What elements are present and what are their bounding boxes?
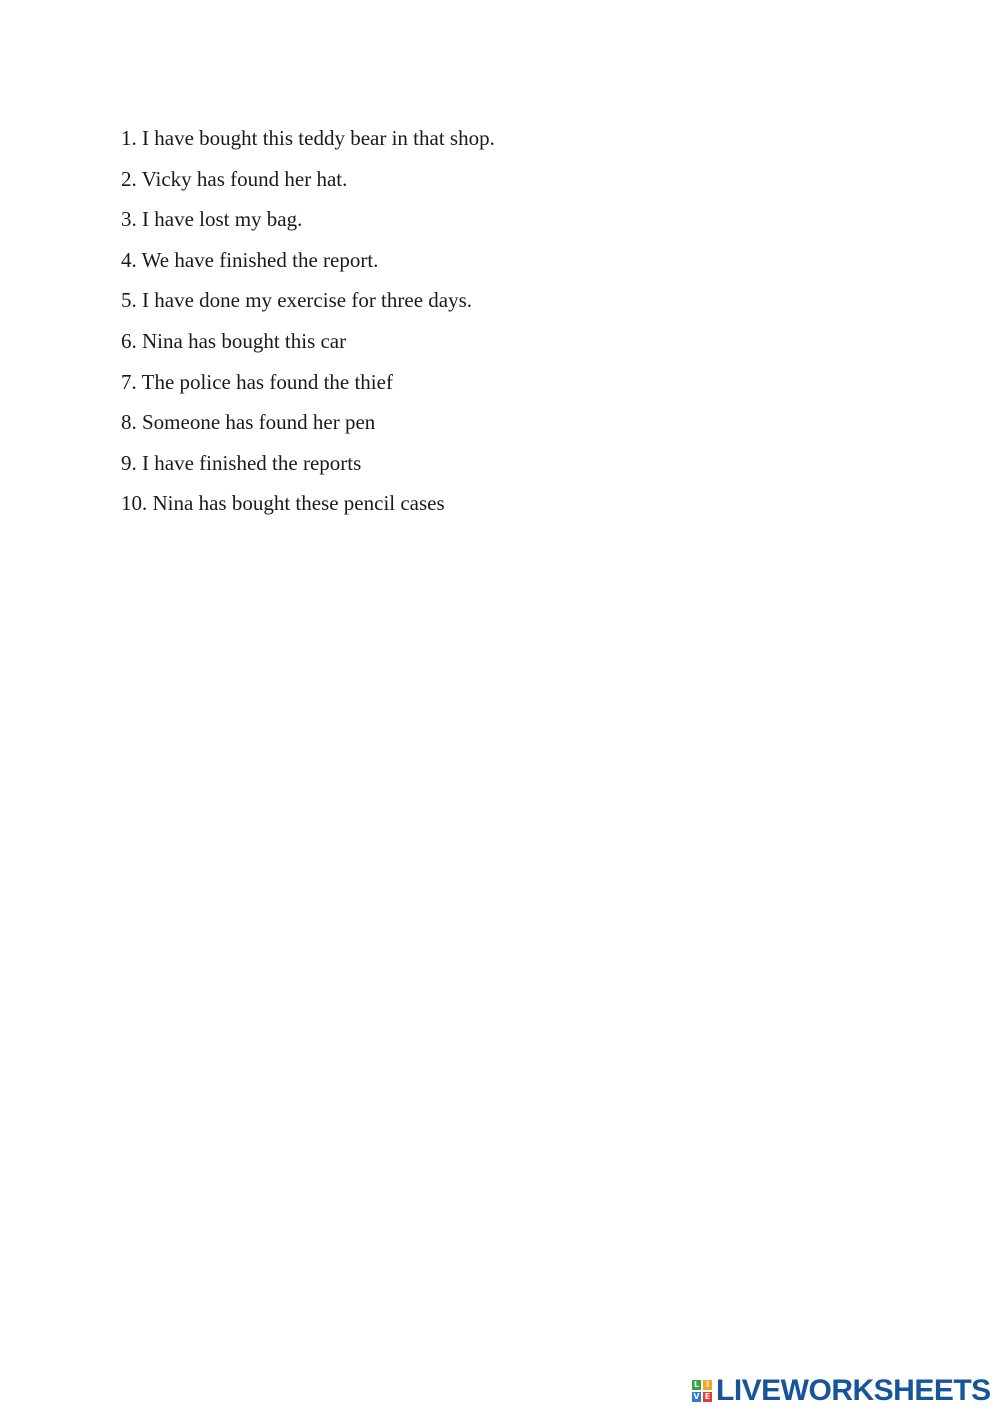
sentence-item: 6. Nina has bought this car — [121, 328, 347, 353]
sentence-item: 7. The police has found the thief — [121, 369, 393, 394]
sentence-item: 8. Someone has found her pen — [121, 410, 376, 435]
sentence-item: 4. We have finished the report. — [121, 247, 379, 272]
sentence-item: 10. Nina has bought these pencil cases — [121, 491, 445, 516]
logo-cell-i: I — [703, 1380, 712, 1390]
liveworksheets-logo-text: LIVEWORKSHEETS — [716, 1374, 991, 1407]
liveworksheets-logo — [692, 1376, 991, 1406]
sentence-item: 2. Vicky has found her hat. — [121, 166, 348, 191]
logo-cell-l: L — [693, 1380, 700, 1389]
logo-cell-v: V — [693, 1392, 700, 1401]
sentence-item: 1. I have bought this teddy bear in that shop. — [121, 126, 495, 150]
liveworksheets-logo-icon — [692, 1380, 712, 1402]
sentence-item: 9. I have finished the reports — [121, 450, 362, 475]
logo-cell-e: E — [704, 1392, 711, 1401]
sentence-item: 5. I have done my exercise for three days. — [121, 288, 473, 313]
sentence-item: 3. I have lost my bag. — [121, 207, 303, 232]
sentence-list — [121, 118, 495, 524]
